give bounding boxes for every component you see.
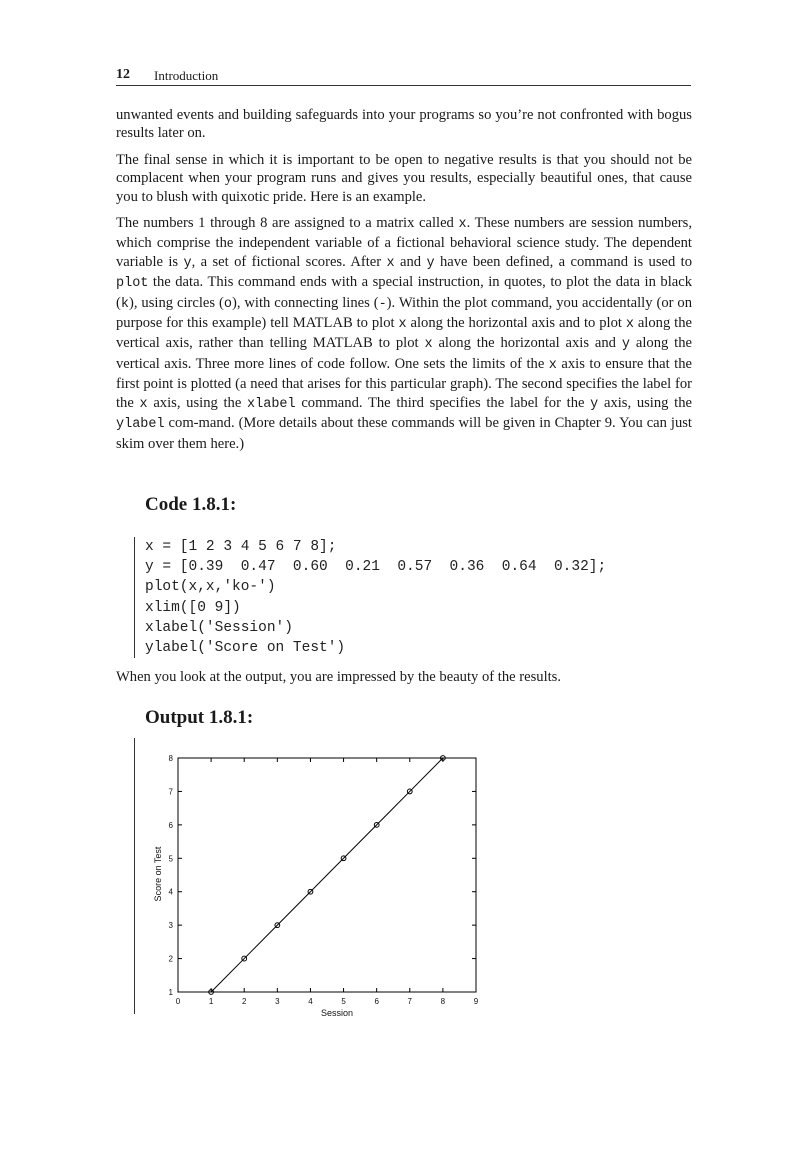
text-run: axis, using the — [147, 394, 248, 411]
text-run: ), using circles ( — [128, 294, 224, 311]
text-run: The numbers 1 through 8 are assigned to a matrix called — [116, 215, 459, 232]
y-tick-label: 6 — [168, 820, 173, 830]
text-run: along the horizontal axis and — [432, 335, 622, 352]
x-tick-label: 2 — [241, 997, 247, 1006]
x-tick-label: 5 — [341, 997, 346, 1006]
x-tick-label: 9 — [473, 997, 479, 1006]
x-tick-label: 4 — [308, 997, 313, 1006]
inline-code: y — [183, 255, 192, 271]
x-axis-label: Session — [320, 1008, 354, 1018]
y-tick-label: 1 — [168, 988, 173, 997]
text-run: axis to ensure that the first point is plotted (a need that arises for this particular graph). The second specifies the label for the — [116, 355, 692, 411]
inline-code: x — [424, 337, 433, 353]
page-number: 12 — [116, 67, 130, 82]
inline-code: x — [625, 317, 634, 333]
inline-code: x — [139, 396, 148, 412]
inline-code: y — [426, 255, 435, 271]
inline-code: x — [386, 255, 395, 271]
text-run: . These numbers are session numbers, which comprise the independent variable of a fictional behavioral science study. The dependent variable is — [116, 215, 692, 270]
inline-code: k — [120, 296, 129, 312]
plot-series — [209, 756, 446, 995]
text-run: ). Within the plot command, you accidentally (or on purpose for this example) tell MATLAB to plot — [116, 294, 692, 332]
text-run: , a set of fictional scores. After — [191, 253, 387, 270]
paragraph-with-code — [116, 214, 692, 453]
y-tick-label: 3 — [168, 921, 173, 931]
running-header — [116, 65, 691, 86]
paragraph: The final sense in which it is important to be open to negative results is that you should not be complacent when your program runs and gives you results, especially beautiful ones, that cause you to blush with quixotic pride. Here is an example. — [116, 151, 692, 205]
x-tick-label: 0 — [175, 997, 181, 1006]
text-run: command. The third specifies the label for the — [295, 394, 591, 411]
text-run: com-mand. (More details about these commands will be given in Chapter 9. You can just skim over them here.) — [116, 415, 692, 452]
code-line: plot(x,x,'ko-') — [145, 579, 276, 596]
output-heading: Output 1.8.1: — [145, 707, 254, 728]
code-line: xlabel('Session') — [145, 619, 293, 636]
inline-code: x — [548, 357, 557, 373]
inline-code: xlabel — [247, 396, 296, 412]
body-text-top — [116, 106, 692, 461]
text-run: have been defined, a command is used to — [434, 253, 693, 270]
x-tick-label: 8 — [440, 997, 446, 1006]
y-tick-label: 7 — [168, 787, 173, 797]
paragraph: When you look at the output, you are impressed by the beauty of the results. — [116, 669, 562, 685]
y-tick-label: 4 — [168, 887, 173, 897]
code-line: y = [0.39 0.47 0.60 0.21 0.57 0.36 0.64 0.32]; — [145, 559, 607, 576]
code-block — [134, 537, 606, 658]
y-tick-label: 5 — [168, 854, 173, 864]
y-tick-label: 2 — [168, 954, 173, 964]
inline-code: - — [378, 296, 387, 312]
inline-code: plot — [116, 276, 149, 292]
inline-code: o — [223, 296, 232, 312]
x-tick-label: 6 — [374, 997, 379, 1006]
x-tick-label: 1 — [208, 997, 214, 1006]
section-title: Introduction — [154, 68, 219, 83]
x-tick-label: 3 — [275, 997, 280, 1006]
text-run: along the vertical axis. Three more lines of code follow. One sets the limits of the — [116, 335, 692, 372]
inline-code: y — [621, 337, 630, 353]
inline-code: x — [458, 217, 467, 233]
paragraph: unwanted events and building safeguards into your programs so you’re not confronted with bogus results later on. — [116, 107, 692, 142]
code-line: ylabel('Score on Test') — [145, 639, 346, 656]
text-run: ), with connecting lines ( — [231, 294, 379, 311]
x-tick-label: 7 — [407, 997, 413, 1006]
plot-ticks — [169, 754, 479, 1006]
text-run: and — [394, 253, 427, 270]
output-margin-bar — [134, 738, 135, 1014]
text-run: along the vertical axis, rather than telling MATLAB to plot — [116, 315, 692, 352]
text-run: axis, using the — [598, 394, 692, 411]
code-line: x = [1 2 3 4 5 6 7 8]; — [145, 539, 337, 555]
y-tick-label: 8 — [168, 754, 173, 763]
text-run: along the horizontal axis and to plot — [406, 315, 626, 332]
text-run: the data. This command ends with a special instruction, in quotes, to plot the data in black ( — [116, 274, 692, 311]
code-line: xlim([0 9]) — [145, 599, 241, 616]
inline-code: ylabel — [116, 417, 165, 433]
line-chart — [140, 740, 500, 1025]
code-heading: Code 1.8.1: — [145, 494, 237, 515]
y-axis-label: Score on Test — [153, 846, 163, 902]
inline-code: x — [398, 317, 407, 333]
inline-code: y — [590, 396, 599, 412]
body-text-bottom — [116, 668, 692, 694]
